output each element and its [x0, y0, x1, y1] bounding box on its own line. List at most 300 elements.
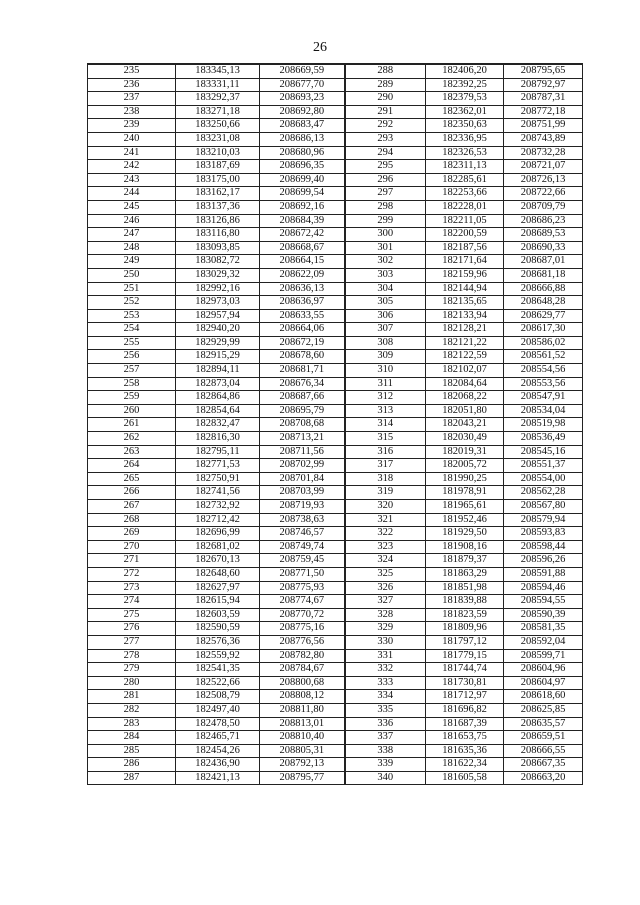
y-coordinate-left-cell: 208711,56 [260, 445, 345, 459]
y-coordinate-left-cell: 208703,99 [260, 486, 345, 500]
x-coordinate-left-cell: 183137,36 [176, 200, 260, 214]
x-coordinate-right-cell: 182144,94 [426, 282, 504, 296]
point-number-right-cell: 333 [345, 676, 426, 690]
y-coordinate-right-cell: 208618,60 [504, 690, 583, 704]
x-coordinate-left-cell: 182873,04 [176, 377, 260, 391]
x-coordinate-right-cell: 181978,91 [426, 486, 504, 500]
y-coordinate-right-cell: 208663,20 [504, 771, 583, 785]
y-coordinate-right-cell: 208743,89 [504, 132, 583, 146]
y-coordinate-right-cell: 208590,39 [504, 608, 583, 622]
x-coordinate-right-cell: 181605,58 [426, 771, 504, 785]
point-number-right-cell: 320 [345, 500, 426, 514]
x-coordinate-right-cell: 182379,53 [426, 92, 504, 106]
table-row [88, 404, 583, 418]
x-coordinate-left-cell: 182929,99 [176, 336, 260, 350]
x-coordinate-left-cell: 182508,79 [176, 690, 260, 704]
x-coordinate-right-cell: 182187,56 [426, 241, 504, 255]
point-number-right-cell: 312 [345, 391, 426, 405]
y-coordinate-right-cell: 208545,16 [504, 445, 583, 459]
point-number-right-cell: 330 [345, 635, 426, 649]
x-coordinate-left-cell: 182681,02 [176, 540, 260, 554]
x-coordinate-left-cell: 182957,94 [176, 309, 260, 323]
x-coordinate-right-cell: 181730,81 [426, 676, 504, 690]
point-number-right-cell: 295 [345, 160, 426, 174]
y-coordinate-left-cell: 208782,80 [260, 649, 345, 663]
x-coordinate-left-cell: 182497,40 [176, 703, 260, 717]
point-number-right-cell: 309 [345, 350, 426, 364]
y-coordinate-left-cell: 208805,31 [260, 744, 345, 758]
y-coordinate-right-cell: 208547,91 [504, 391, 583, 405]
x-coordinate-right-cell: 182200,59 [426, 228, 504, 242]
table-row [88, 717, 583, 731]
y-coordinate-right-cell: 208772,18 [504, 105, 583, 119]
table-row [88, 64, 583, 78]
x-coordinate-right-cell: 182135,65 [426, 296, 504, 310]
point-number-right-cell: 288 [345, 64, 426, 78]
table-row [88, 200, 583, 214]
x-coordinate-right-cell: 181863,29 [426, 567, 504, 581]
point-number-left-cell: 247 [88, 228, 176, 242]
point-number-right-cell: 307 [345, 323, 426, 337]
point-number-right-cell: 340 [345, 771, 426, 785]
table-row [88, 649, 583, 663]
point-number-left-cell: 270 [88, 540, 176, 554]
point-number-right-cell: 325 [345, 567, 426, 581]
point-number-right-cell: 290 [345, 92, 426, 106]
y-coordinate-right-cell: 208787,31 [504, 92, 583, 106]
table-row [88, 187, 583, 201]
x-coordinate-left-cell: 182795,11 [176, 445, 260, 459]
table-row [88, 513, 583, 527]
y-coordinate-left-cell: 208678,60 [260, 350, 345, 364]
x-coordinate-left-cell: 182603,59 [176, 608, 260, 622]
point-number-right-cell: 294 [345, 146, 426, 160]
table-row [88, 119, 583, 133]
y-coordinate-right-cell: 208666,88 [504, 282, 583, 296]
x-coordinate-left-cell: 182894,11 [176, 364, 260, 378]
table-row [88, 377, 583, 391]
x-coordinate-right-cell: 182030,49 [426, 432, 504, 446]
x-coordinate-left-cell: 183093,85 [176, 241, 260, 255]
point-number-left-cell: 241 [88, 146, 176, 160]
table-row [88, 78, 583, 92]
point-number-left-cell: 272 [88, 567, 176, 581]
x-coordinate-left-cell: 183210,03 [176, 146, 260, 160]
point-number-right-cell: 323 [345, 540, 426, 554]
y-coordinate-left-cell: 208669,59 [260, 64, 345, 78]
x-coordinate-right-cell: 182392,25 [426, 78, 504, 92]
y-coordinate-left-cell: 208664,15 [260, 255, 345, 269]
y-coordinate-left-cell: 208687,66 [260, 391, 345, 405]
coordinates-table [87, 63, 583, 785]
x-coordinate-right-cell: 182043,21 [426, 418, 504, 432]
x-coordinate-left-cell: 183116,80 [176, 228, 260, 242]
y-coordinate-right-cell: 208659,51 [504, 731, 583, 745]
x-coordinate-right-cell: 182121,22 [426, 336, 504, 350]
x-coordinate-left-cell: 182454,26 [176, 744, 260, 758]
table-row [88, 581, 583, 595]
table-row [88, 282, 583, 296]
y-coordinate-right-cell: 208721,07 [504, 160, 583, 174]
y-coordinate-left-cell: 208784,67 [260, 663, 345, 677]
table-row [88, 432, 583, 446]
point-number-right-cell: 291 [345, 105, 426, 119]
y-coordinate-left-cell: 208693,23 [260, 92, 345, 106]
x-coordinate-left-cell: 182522,66 [176, 676, 260, 690]
x-coordinate-right-cell: 181744,74 [426, 663, 504, 677]
point-number-left-cell: 278 [88, 649, 176, 663]
table-row [88, 527, 583, 541]
table-row [88, 268, 583, 282]
y-coordinate-right-cell: 208625,85 [504, 703, 583, 717]
x-coordinate-right-cell: 182133,94 [426, 309, 504, 323]
point-number-left-cell: 239 [88, 119, 176, 133]
point-number-right-cell: 297 [345, 187, 426, 201]
y-coordinate-right-cell: 208561,52 [504, 350, 583, 364]
point-number-left-cell: 266 [88, 486, 176, 500]
x-coordinate-right-cell: 181687,39 [426, 717, 504, 731]
x-coordinate-right-cell: 181635,36 [426, 744, 504, 758]
y-coordinate-right-cell: 208709,79 [504, 200, 583, 214]
table-row [88, 105, 583, 119]
point-number-left-cell: 274 [88, 595, 176, 609]
point-number-right-cell: 305 [345, 296, 426, 310]
x-coordinate-left-cell: 182854,64 [176, 404, 260, 418]
point-number-left-cell: 276 [88, 622, 176, 636]
point-number-right-cell: 324 [345, 554, 426, 568]
y-coordinate-left-cell: 208702,99 [260, 459, 345, 473]
point-number-left-cell: 251 [88, 282, 176, 296]
y-coordinate-left-cell: 208792,13 [260, 758, 345, 772]
x-coordinate-left-cell: 183082,72 [176, 255, 260, 269]
x-coordinate-left-cell: 182559,92 [176, 649, 260, 663]
y-coordinate-left-cell: 208636,97 [260, 296, 345, 310]
table-row [88, 350, 583, 364]
point-number-left-cell: 283 [88, 717, 176, 731]
x-coordinate-right-cell: 182128,21 [426, 323, 504, 337]
table-row [88, 228, 583, 242]
point-number-right-cell: 304 [345, 282, 426, 296]
x-coordinate-left-cell: 183187,69 [176, 160, 260, 174]
y-coordinate-left-cell: 208677,70 [260, 78, 345, 92]
point-number-left-cell: 240 [88, 132, 176, 146]
point-number-right-cell: 302 [345, 255, 426, 269]
y-coordinate-right-cell: 208687,01 [504, 255, 583, 269]
point-number-left-cell: 286 [88, 758, 176, 772]
x-coordinate-left-cell: 183231,08 [176, 132, 260, 146]
point-number-right-cell: 289 [345, 78, 426, 92]
point-number-left-cell: 275 [88, 608, 176, 622]
table-row [88, 391, 583, 405]
table-row [88, 296, 583, 310]
table-row [88, 758, 583, 772]
y-coordinate-left-cell: 208683,47 [260, 119, 345, 133]
point-number-left-cell: 243 [88, 173, 176, 187]
table-row [88, 92, 583, 106]
table-row [88, 146, 583, 160]
y-coordinate-left-cell: 208775,93 [260, 581, 345, 595]
point-number-left-cell: 257 [88, 364, 176, 378]
point-number-right-cell: 335 [345, 703, 426, 717]
y-coordinate-right-cell: 208722,66 [504, 187, 583, 201]
y-coordinate-left-cell: 208664,06 [260, 323, 345, 337]
x-coordinate-right-cell: 182336,95 [426, 132, 504, 146]
point-number-right-cell: 337 [345, 731, 426, 745]
x-coordinate-right-cell: 181797,12 [426, 635, 504, 649]
table-row [88, 771, 583, 785]
point-number-left-cell: 258 [88, 377, 176, 391]
point-number-right-cell: 326 [345, 581, 426, 595]
x-coordinate-left-cell: 183345,13 [176, 64, 260, 78]
table-row [88, 173, 583, 187]
y-coordinate-right-cell: 208689,53 [504, 228, 583, 242]
y-coordinate-right-cell: 208554,00 [504, 472, 583, 486]
x-coordinate-left-cell: 183250,66 [176, 119, 260, 133]
x-coordinate-right-cell: 182051,80 [426, 404, 504, 418]
table-row [88, 635, 583, 649]
y-coordinate-left-cell: 208672,42 [260, 228, 345, 242]
y-coordinate-left-cell: 208676,34 [260, 377, 345, 391]
y-coordinate-right-cell: 208690,33 [504, 241, 583, 255]
x-coordinate-left-cell: 182992,16 [176, 282, 260, 296]
y-coordinate-right-cell: 208579,94 [504, 513, 583, 527]
x-coordinate-left-cell: 183126,86 [176, 214, 260, 228]
x-coordinate-right-cell: 181879,37 [426, 554, 504, 568]
x-coordinate-right-cell: 181653,75 [426, 731, 504, 745]
point-number-left-cell: 236 [88, 78, 176, 92]
table-row [88, 160, 583, 174]
point-number-right-cell: 316 [345, 445, 426, 459]
x-coordinate-right-cell: 181696,82 [426, 703, 504, 717]
x-coordinate-right-cell: 181908,16 [426, 540, 504, 554]
point-number-right-cell: 308 [345, 336, 426, 350]
coordinates-table-body [88, 64, 583, 785]
table-row [88, 622, 583, 636]
y-coordinate-left-cell: 208795,77 [260, 771, 345, 785]
x-coordinate-right-cell: 182211,05 [426, 214, 504, 228]
x-coordinate-right-cell: 182311,13 [426, 160, 504, 174]
y-coordinate-left-cell: 208708,68 [260, 418, 345, 432]
x-coordinate-right-cell: 182005,72 [426, 459, 504, 473]
point-number-left-cell: 285 [88, 744, 176, 758]
point-number-left-cell: 287 [88, 771, 176, 785]
x-coordinate-left-cell: 182940,20 [176, 323, 260, 337]
y-coordinate-right-cell: 208536,49 [504, 432, 583, 446]
point-number-right-cell: 317 [345, 459, 426, 473]
point-number-left-cell: 277 [88, 635, 176, 649]
table-row [88, 459, 583, 473]
point-number-left-cell: 262 [88, 432, 176, 446]
y-coordinate-left-cell: 208692,16 [260, 200, 345, 214]
x-coordinate-right-cell: 182068,22 [426, 391, 504, 405]
table-row [88, 744, 583, 758]
y-coordinate-right-cell: 208554,56 [504, 364, 583, 378]
x-coordinate-left-cell: 182832,47 [176, 418, 260, 432]
table-row [88, 255, 583, 269]
table-row [88, 663, 583, 677]
point-number-left-cell: 281 [88, 690, 176, 704]
x-coordinate-left-cell: 182615,94 [176, 595, 260, 609]
y-coordinate-right-cell: 208635,57 [504, 717, 583, 731]
y-coordinate-left-cell: 208696,35 [260, 160, 345, 174]
point-number-left-cell: 264 [88, 459, 176, 473]
point-number-left-cell: 255 [88, 336, 176, 350]
page-number: 26 [313, 40, 327, 55]
y-coordinate-right-cell: 208581,35 [504, 622, 583, 636]
y-coordinate-right-cell: 208648,28 [504, 296, 583, 310]
x-coordinate-right-cell: 181712,97 [426, 690, 504, 704]
y-coordinate-right-cell: 208751,99 [504, 119, 583, 133]
x-coordinate-left-cell: 183029,32 [176, 268, 260, 282]
point-number-right-cell: 292 [345, 119, 426, 133]
y-coordinate-left-cell: 208808,12 [260, 690, 345, 704]
point-number-right-cell: 311 [345, 377, 426, 391]
x-coordinate-left-cell: 182712,42 [176, 513, 260, 527]
y-coordinate-right-cell: 208592,04 [504, 635, 583, 649]
y-coordinate-right-cell: 208726,13 [504, 173, 583, 187]
point-number-right-cell: 329 [345, 622, 426, 636]
y-coordinate-left-cell: 208738,63 [260, 513, 345, 527]
y-coordinate-right-cell: 208553,56 [504, 377, 583, 391]
point-number-left-cell: 237 [88, 92, 176, 106]
x-coordinate-left-cell: 182771,53 [176, 459, 260, 473]
x-coordinate-left-cell: 182670,13 [176, 554, 260, 568]
point-number-right-cell: 336 [345, 717, 426, 731]
x-coordinate-right-cell: 182019,31 [426, 445, 504, 459]
table-row [88, 336, 583, 350]
y-coordinate-left-cell: 208800,68 [260, 676, 345, 690]
table-row [88, 595, 583, 609]
x-coordinate-left-cell: 182741,56 [176, 486, 260, 500]
table-row [88, 554, 583, 568]
point-number-right-cell: 303 [345, 268, 426, 282]
x-coordinate-right-cell: 182084,64 [426, 377, 504, 391]
y-coordinate-right-cell: 208686,23 [504, 214, 583, 228]
x-coordinate-right-cell: 182102,07 [426, 364, 504, 378]
x-coordinate-left-cell: 182750,91 [176, 472, 260, 486]
point-number-left-cell: 244 [88, 187, 176, 201]
table-row [88, 323, 583, 337]
x-coordinate-right-cell: 181779,15 [426, 649, 504, 663]
x-coordinate-right-cell: 182253,66 [426, 187, 504, 201]
x-coordinate-right-cell: 182362,01 [426, 105, 504, 119]
point-number-left-cell: 238 [88, 105, 176, 119]
y-coordinate-left-cell: 208680,96 [260, 146, 345, 160]
x-coordinate-right-cell: 182406,20 [426, 64, 504, 78]
y-coordinate-right-cell: 208594,55 [504, 595, 583, 609]
table-row [88, 309, 583, 323]
x-coordinate-right-cell: 182350,63 [426, 119, 504, 133]
x-coordinate-left-cell: 182465,71 [176, 731, 260, 745]
point-number-left-cell: 271 [88, 554, 176, 568]
table-row [88, 703, 583, 717]
x-coordinate-right-cell: 181952,46 [426, 513, 504, 527]
point-number-left-cell: 253 [88, 309, 176, 323]
x-coordinate-left-cell: 182732,92 [176, 500, 260, 514]
y-coordinate-left-cell: 208775,16 [260, 622, 345, 636]
table-row [88, 500, 583, 514]
point-number-right-cell: 301 [345, 241, 426, 255]
x-coordinate-right-cell: 182326,53 [426, 146, 504, 160]
point-number-right-cell: 306 [345, 309, 426, 323]
y-coordinate-right-cell: 208667,35 [504, 758, 583, 772]
x-coordinate-left-cell: 183292,37 [176, 92, 260, 106]
table-row [88, 132, 583, 146]
x-coordinate-right-cell: 182159,96 [426, 268, 504, 282]
x-coordinate-right-cell: 181823,59 [426, 608, 504, 622]
point-number-right-cell: 328 [345, 608, 426, 622]
point-number-right-cell: 322 [345, 527, 426, 541]
y-coordinate-left-cell: 208810,40 [260, 731, 345, 745]
x-coordinate-left-cell: 182816,30 [176, 432, 260, 446]
x-coordinate-right-cell: 181839,88 [426, 595, 504, 609]
table-row [88, 472, 583, 486]
point-number-right-cell: 321 [345, 513, 426, 527]
table-row [88, 214, 583, 228]
point-number-left-cell: 273 [88, 581, 176, 595]
y-coordinate-right-cell: 208599,71 [504, 649, 583, 663]
y-coordinate-left-cell: 208713,21 [260, 432, 345, 446]
point-number-right-cell: 318 [345, 472, 426, 486]
point-number-left-cell: 252 [88, 296, 176, 310]
y-coordinate-left-cell: 208771,50 [260, 567, 345, 581]
y-coordinate-left-cell: 208811,80 [260, 703, 345, 717]
x-coordinate-left-cell: 182648,60 [176, 567, 260, 581]
point-number-left-cell: 235 [88, 64, 176, 78]
y-coordinate-right-cell: 208596,26 [504, 554, 583, 568]
y-coordinate-right-cell: 208604,97 [504, 676, 583, 690]
table-row [88, 567, 583, 581]
y-coordinate-right-cell: 208519,98 [504, 418, 583, 432]
point-number-left-cell: 254 [88, 323, 176, 337]
table-row [88, 364, 583, 378]
x-coordinate-left-cell: 183331,11 [176, 78, 260, 92]
y-coordinate-right-cell: 208593,83 [504, 527, 583, 541]
x-coordinate-left-cell: 182421,13 [176, 771, 260, 785]
point-number-right-cell: 313 [345, 404, 426, 418]
point-number-right-cell: 310 [345, 364, 426, 378]
y-coordinate-left-cell: 208633,55 [260, 309, 345, 323]
point-number-right-cell: 339 [345, 758, 426, 772]
y-coordinate-left-cell: 208672,19 [260, 336, 345, 350]
y-coordinate-right-cell: 208617,30 [504, 323, 583, 337]
y-coordinate-left-cell: 208686,13 [260, 132, 345, 146]
point-number-left-cell: 280 [88, 676, 176, 690]
point-number-right-cell: 332 [345, 663, 426, 677]
y-coordinate-left-cell: 208774,67 [260, 595, 345, 609]
x-coordinate-right-cell: 181965,61 [426, 500, 504, 514]
x-coordinate-left-cell: 182478,50 [176, 717, 260, 731]
y-coordinate-right-cell: 208567,80 [504, 500, 583, 514]
point-number-right-cell: 315 [345, 432, 426, 446]
point-number-left-cell: 282 [88, 703, 176, 717]
x-coordinate-right-cell: 181809,96 [426, 622, 504, 636]
x-coordinate-right-cell: 181929,50 [426, 527, 504, 541]
x-coordinate-left-cell: 182915,29 [176, 350, 260, 364]
point-number-right-cell: 314 [345, 418, 426, 432]
x-coordinate-left-cell: 182590,59 [176, 622, 260, 636]
x-coordinate-left-cell: 182627,97 [176, 581, 260, 595]
x-coordinate-left-cell: 182973,03 [176, 296, 260, 310]
y-coordinate-left-cell: 208759,45 [260, 554, 345, 568]
point-number-right-cell: 298 [345, 200, 426, 214]
y-coordinate-right-cell: 208629,77 [504, 309, 583, 323]
point-number-left-cell: 279 [88, 663, 176, 677]
x-coordinate-right-cell: 182228,01 [426, 200, 504, 214]
point-number-right-cell: 300 [345, 228, 426, 242]
y-coordinate-left-cell: 208776,56 [260, 635, 345, 649]
y-coordinate-left-cell: 208681,71 [260, 364, 345, 378]
